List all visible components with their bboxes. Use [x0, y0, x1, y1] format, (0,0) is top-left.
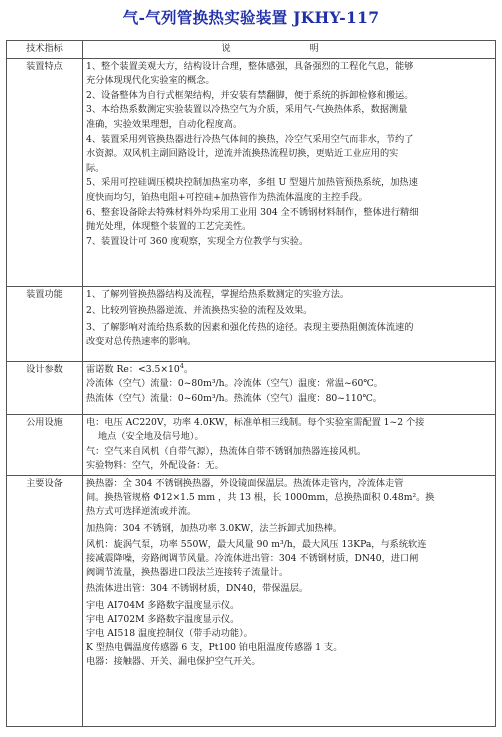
table-header-row	[7, 41, 496, 59]
reynolds-suffix: 。	[183, 363, 194, 375]
reynolds-prefix: 雷诺数 Re：<3.5×10	[86, 363, 180, 375]
features-line: 4、装置采用列管换热器进行冷热气体间的换热，冷空气采用空气而非水，节约了	[86, 133, 414, 145]
features-line: 5、采用可控硅调压模块控制加热室功率，多组 U 型翅片加热管预热系统，加热速	[86, 177, 418, 189]
features-line: 1、整个装置美观大方，结构设计合理，整体感强，具备强烈的工程化气息，能够	[86, 60, 414, 72]
features-line: 6、整套设备除去特殊材料外均采用工业用 304 全不锈钢材料制作，整体进行精细	[86, 206, 419, 218]
equipment-sensors: K 型热电偶温度传感器 6 支，Pt100 铂电阻温度传感器 1 支。	[86, 642, 343, 654]
features-line: 水资源。双风机主副回路设计，逆流并流换热流程切换，更贴近工业应用的实	[86, 148, 399, 160]
equipment-exchanger: 热方式可选择逆流或并流。	[86, 506, 197, 518]
params-hot-flow: 热流体（空气）流量：0~60m³/h。热流体（空气）温度：80~110℃。	[86, 392, 382, 404]
features-line: 度快而均匀，铂热电阻+可控硅+加热管作为热流体温度的主控手段。	[86, 191, 368, 203]
utilities-power: 电：电压 AC220V，功率 4.0KW，标准单相三线制。每个实验室需配置 1~2 个接	[86, 416, 425, 428]
function-line: 改变对总传热速率的影响。	[86, 336, 197, 348]
equipment-electrical: 电器：接触器、开关、漏电保护空气开关。	[86, 656, 261, 668]
params-content	[83, 361, 496, 414]
equipment-fan: 接减震降噪，旁路阀调节风量。冷流体进出管：304 不锈钢材质，DN40，进口闸	[86, 552, 419, 564]
function-line: 2、比较列管换热器逆流、并流换热实验的流程及效果。	[86, 305, 313, 317]
utilities-air: 气：空气来自风机（自带气源），热流体自带不锈钢加热器连接风机。	[86, 445, 367, 457]
label-utilities: 公用设施	[7, 414, 83, 475]
reynolds-exponent: 4	[179, 361, 184, 370]
equipment-instrument: 宇电 AI518 温度控制仪（带手动功能）。	[86, 628, 253, 639]
equipment-exchanger: 间。换热管规格 Φ12×1.5 mm ，共 13 根，长 1000mm，总换热面积 0.48m²。换	[86, 492, 435, 504]
label-params: 设计参数	[7, 361, 83, 414]
label-function: 装置功能	[7, 286, 83, 361]
features-line: 抛光处理，体现整个装置的工艺完美性。	[86, 221, 252, 233]
equipment-heater: 加热筒：304 不锈钢，加热功率 3.0KW，法兰拆卸式加热棒。	[86, 522, 343, 534]
page-title: 气-气列管换热实验装置 JKHY-117	[122, 8, 380, 27]
equipment-fan: 阀调节流量，换热器进口段法兰连接转子流量计。	[86, 567, 289, 579]
equipment-exchanger: 换热器：全 304 不锈钢换热器，外设镜面保温层。热流体走管内，冷流体走管	[86, 477, 404, 489]
row-features	[7, 58, 496, 286]
utilities-content	[83, 414, 496, 475]
function-line: 1、了解列管换热器结构及流程，掌握给热系数测定的实验方法。	[86, 288, 350, 300]
features-line: 充分体现现代化实验室的概念。	[86, 75, 215, 87]
features-content	[83, 58, 496, 286]
params-cold-flow: 冷流体（空气）流量：0~80m³/h。冷流体（空气）温度：常温~60℃。	[86, 378, 383, 390]
row-params	[7, 361, 496, 414]
utilities-power-cont: 地点（安全地及信号地）。	[98, 431, 204, 443]
label-features: 装置特点	[7, 58, 83, 286]
features-line: 2、设备整体为自行式框架结构，并安装有禁翻脚，便于系统的拆卸检修和搬运。	[86, 89, 414, 101]
equipment-instrument: 宇电 AI704M 多路数字温度显示仪。	[86, 599, 240, 611]
spec-table	[6, 40, 496, 727]
params-reynolds	[86, 363, 492, 378]
features-line: 7、装置设计可 360 度观察，实现全方位教学与实验。	[86, 235, 309, 247]
equipment-instrument: 宇电 AI702M 多路数字温度显示仪。	[86, 613, 240, 625]
row-function	[7, 286, 496, 361]
label-equipment: 主要设备	[7, 475, 83, 726]
equipment-fan: 风机：旋涡气泵，功率 550W，最大风量 90 m³/h，最大风压 13KPa，与系统软连	[86, 538, 427, 550]
equipment-content	[83, 475, 496, 726]
function-line: 3、了解影响对流给热系数的因素和强化传热的途径。表现主要热阻侧流体流速的	[86, 321, 414, 333]
function-content	[83, 286, 496, 361]
row-utilities	[7, 414, 496, 475]
header-description: 说 明	[83, 41, 496, 59]
header-spec: 技术指标	[7, 41, 83, 59]
utilities-material: 实验物料：空气，外配设备：无。	[86, 460, 224, 472]
features-line: 3、本给热系数测定实验装置以冷热空气为介质，采用气-气换热体系，数据测量	[86, 104, 408, 116]
equipment-hot-pipe: 热流体进出管：304 不锈钢材质，DN40，带保温层。	[86, 583, 309, 595]
features-line: 际。	[86, 162, 105, 174]
row-equipment	[7, 475, 496, 726]
features-line: 准确，实验效果理想，自动化程度高。	[86, 118, 243, 130]
